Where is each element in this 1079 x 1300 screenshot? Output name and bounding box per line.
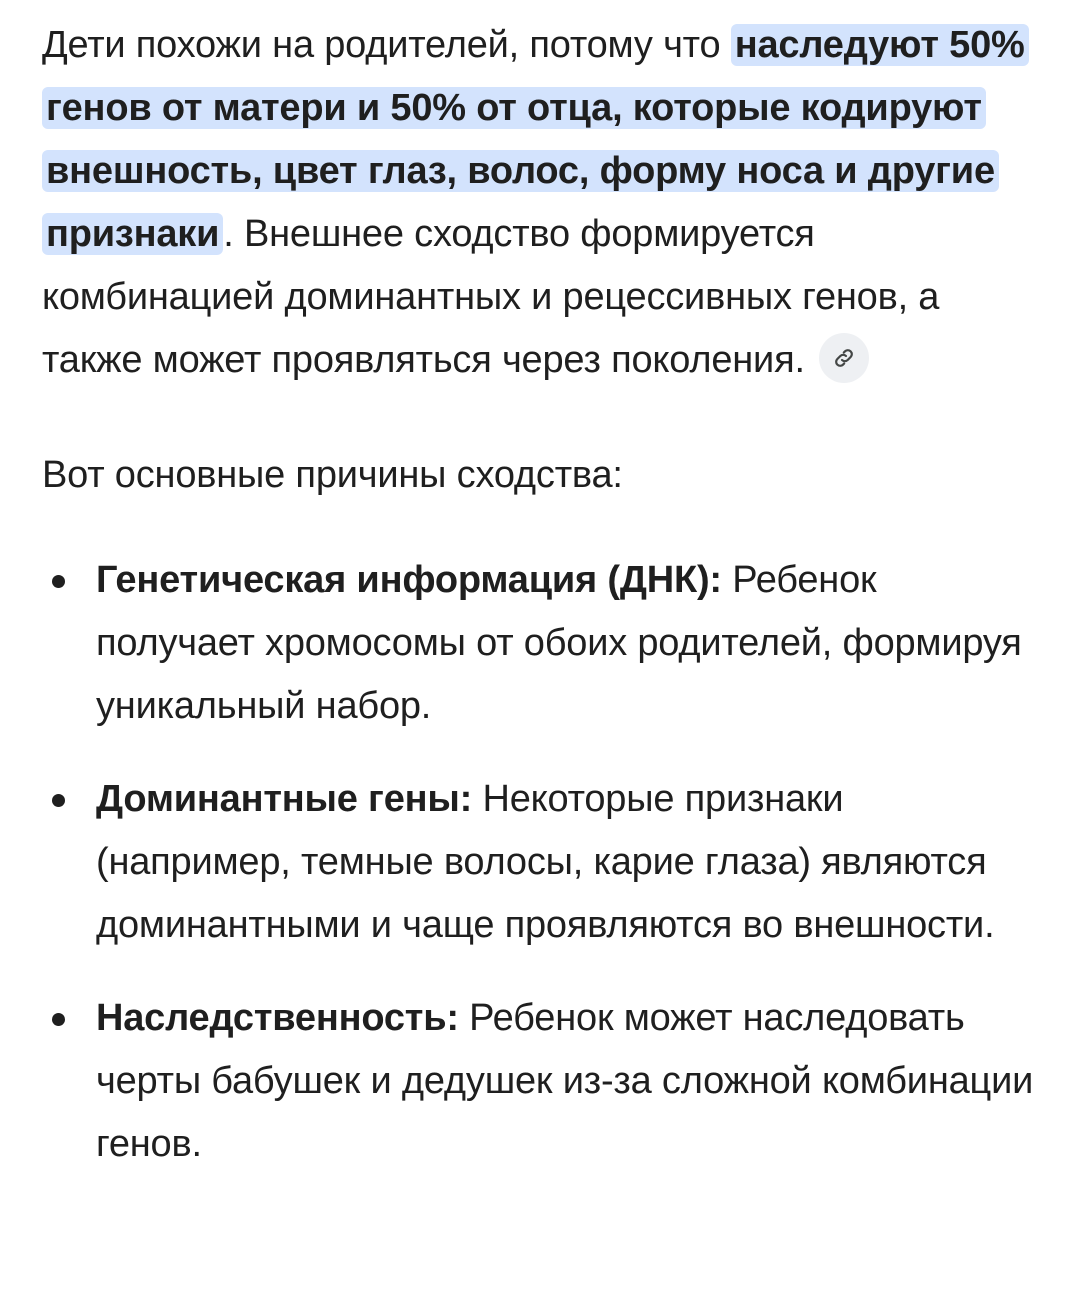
- intro-highlight[interactable]: наследуют 50% генов от матери и 50% от отца, которые кодируют внешность, цвет глаз, волос, форму носа и другие признаки: [42, 24, 1029, 255]
- answer-intro: [42, 14, 1039, 392]
- intro-text-after: . Внешнее сходство формируется комбинацией доминантных и рецессивных генов, а также может проявляться через поколения.: [42, 213, 940, 381]
- list-item: [42, 768, 1039, 957]
- list-item-text: Некоторые признаки (например, темные волосы, карие глаза) являются доминантными и чаще проявляются во внешности.: [96, 778, 995, 946]
- bullet-icon: [52, 794, 65, 807]
- list-item-text: Ребенок получает хромосомы от обоих родителей, формируя уникальный набор.: [96, 559, 1022, 727]
- list-item: [42, 987, 1039, 1176]
- reasons-heading: Вот основные причины сходства:: [42, 454, 623, 496]
- list-item-title: Доминантные гены:: [96, 778, 473, 820]
- link-icon: [832, 346, 856, 370]
- bullet-icon: [52, 1013, 65, 1026]
- bullet-icon: [52, 575, 65, 588]
- source-link-button[interactable]: [819, 333, 869, 383]
- intro-text-before: Дети похожи на родителей, потому что: [42, 24, 731, 66]
- reasons-list: [42, 549, 1039, 1176]
- list-item-title: Генетическая информация (ДНК):: [96, 559, 722, 601]
- list-item: [42, 549, 1039, 738]
- list-item-title: Наследственность:: [96, 997, 459, 1039]
- list-item-text: Ребенок может наследовать черты бабушек и дедушек из-за сложной комбинации генов.: [96, 997, 1034, 1165]
